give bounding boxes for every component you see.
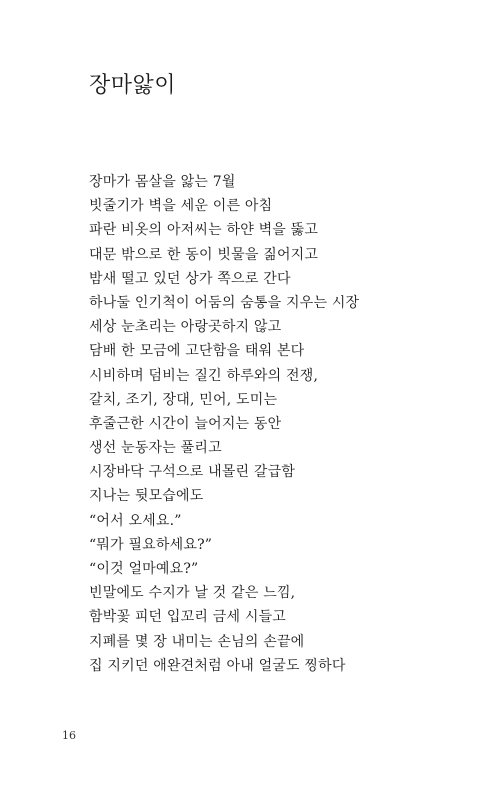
poem-line: 함박꽃 피던 입꼬리 금세 시들고 bbox=[89, 609, 287, 626]
poem-line: 생선 눈동자는 풀리고 bbox=[89, 440, 222, 457]
poem-line: 빗줄기가 벽을 세운 이른 아침 bbox=[89, 198, 273, 215]
poem-line: 시장바닥 구석으로 내몰린 갈급함 bbox=[89, 464, 296, 481]
poem-line: 후줄근한 시간이 늘어지는 동안 bbox=[89, 415, 282, 432]
poem-title: 장마앓이 bbox=[89, 73, 177, 98]
poem-line: “어서 오세요.” bbox=[89, 512, 182, 529]
page-number: 16 bbox=[62, 729, 76, 742]
poem-line: 하나둘 인기척이 어둠의 숨통을 지우는 시장 bbox=[89, 294, 360, 311]
poem-line: “뭐가 필요하세요?” bbox=[89, 536, 213, 553]
poem-line: 시비하며 덤비는 질긴 하루와의 전쟁, bbox=[89, 367, 319, 384]
poem-line: 지나는 뒷모습에도 bbox=[89, 488, 204, 505]
poem-line: 대문 밖으로 한 동이 빗물을 짊어지고 bbox=[89, 246, 319, 263]
poem-line: 갈치, 조기, 장대, 민어, 도미는 bbox=[89, 391, 278, 408]
poem-line: 장마가 몸살을 앓는 7월 bbox=[89, 174, 236, 190]
poem-line: 밤새 떨고 있던 상가 쪽으로 간다 bbox=[89, 270, 291, 287]
poem-line: 세상 눈초리는 아랑곳하지 않고 bbox=[89, 319, 282, 336]
poem-body bbox=[89, 170, 359, 678]
poem-line: “이것 얼마예요?” bbox=[89, 561, 199, 577]
poem-line: 지폐를 몇 장 내미는 손님의 손끝에 bbox=[89, 633, 305, 650]
poem-line: 담배 한 모금에 고단함을 태워 본다 bbox=[89, 343, 305, 360]
poem-line: 빈말에도 수지가 날 것 같은 느낌, bbox=[89, 585, 296, 602]
poem-line: 집 지키던 애완견처럼 아내 얼굴도 찡하다 bbox=[89, 657, 346, 674]
poem-line: 파란 비옷의 아저씨는 하얀 벽을 뚫고 bbox=[89, 222, 319, 239]
